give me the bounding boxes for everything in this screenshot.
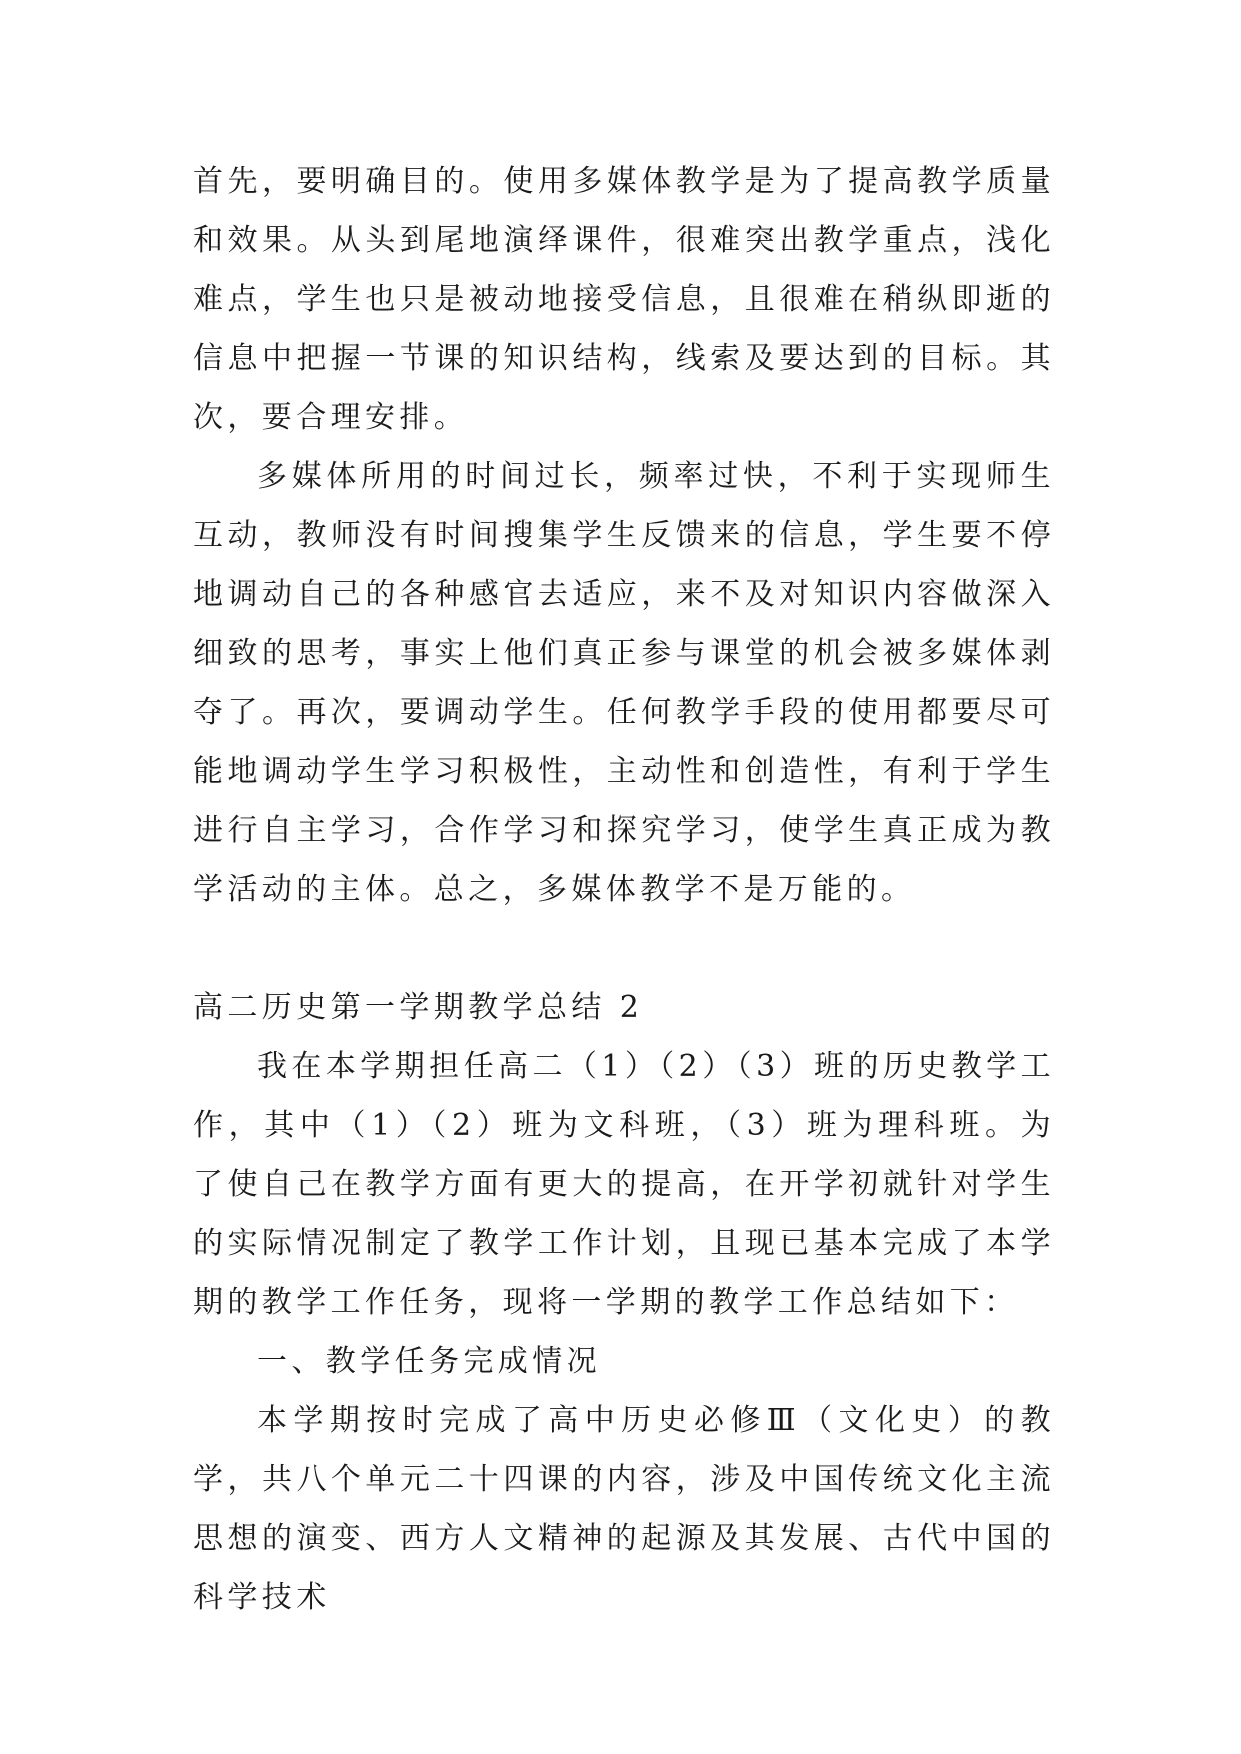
paragraph-purpose: 首先，要明确目的。使用多媒体教学是为了提高教学质量和效果。从头到尾地演绎课件，很难突出教学重点，浅化难点，学生也只是被动地接受信息，且很难在稍纵即逝的信息中把握一节课的知识结构，线索及要达到的目标。其次，要合理安排。 [193, 164, 1055, 435]
paragraph-intro: 我在本学期担任高二（1）（2）（3）班的历史教学工作，其中（1）（2）班为文科班，（3）班为理科班。为了使自己在教学方面有更大的提高，在开学初就针对学生的实际情况制定了教学工作计划，且现已基本完成了本学期的教学工作任务，现将一学期的教学工作总结如下： [193, 1049, 1055, 1320]
subheading-task-completion: 一、教学任务完成情况 [257, 1344, 601, 1379]
paragraph-task-details: 本学期按时完成了高中历史必修Ⅲ（文化史）的教学，共八个单元二十四课的内容，涉及中国传统文化主流思想的演变、西方人文精神的起源及其发展、古代中国的科学技术 [193, 1403, 1055, 1615]
section-title: 高二历史第一学期教学总结 2 [193, 990, 644, 1025]
section-spacer [193, 919, 1055, 978]
paragraph-multimedia-time: 多媒体所用的时间过长，频率过快，不利于实现师生互动，教师没有时间搜集学生反馈来的信息，学生要不停地调动自己的各种感官去适应，来不及对知识内容做深入细致的思考，事实上他们真正参与课堂的机会被多媒体剥夺了。再次，要调动学生。任何教学手段的使用都要尽可能地调动学生学习积极性，主动性和创造性，有利于学生进行自主学习，合作学习和探究学习，使学生真正成为教学活动的主体。总之，多媒体教学不是万能的。 [193, 459, 1055, 907]
document-body [193, 152, 1055, 1627]
